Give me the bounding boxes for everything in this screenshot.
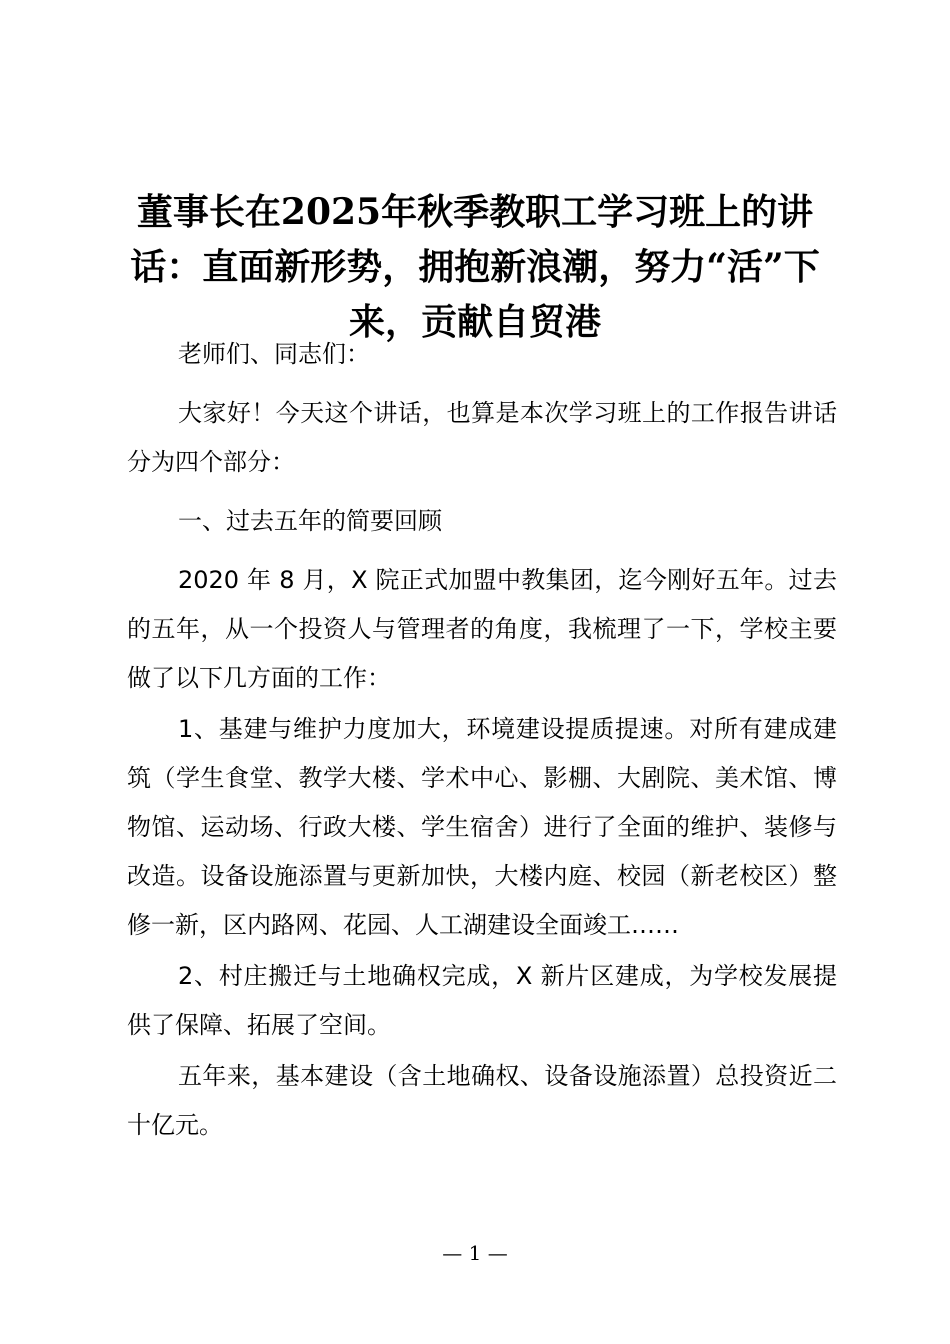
document-title: 董事长在2025年秋季教职工学习班上的讲话：直面新形势，拥抱新浪潮，努力“活”下来，贡献自贸港 [130, 191, 820, 343]
section-heading-1: 一、过去五年的简要回顾 [178, 507, 442, 535]
paragraph-greeting: 大家好！今天这个讲话，也算是本次学习班上的工作报告讲话分为四个部分： [127, 399, 837, 476]
paragraph-investment: 五年来，基本建设（含土地确权、设备设施添置）总投资近二十亿元。 [127, 1062, 837, 1139]
paragraph-item-1: 1、基建与维护力度加大，环境建设提质提速。对所有建成建筑（学生食堂、教学大楼、学术中心、影棚、大剧院、美术馆、博物馆、运动场、行政大楼、学生宿舍）进行了全面的维护、装修与改造。设备设施添置与更新加快，大楼内庭、校园（新老校区）整修一新，区内路网、花园、人工湖建设全面竣工…… [127, 715, 837, 939]
paragraph-review-intro: 2020 年 8 月，X 院正式加盟中教集团，迄今刚好五年。过去的五年，从一个投资人与管理者的角度，我梳理了一下，学校主要做了以下几方面的工作： [127, 566, 837, 692]
paragraph-item-2: 2、村庄搬迁与土地确权完成，X 新片区建成，为学校发展提供了保障、拓展了空间。 [127, 962, 837, 1039]
page-number: — 1 — [442, 1241, 508, 1265]
document-body [127, 330, 837, 1150]
paragraph-salutation: 老师们、同志们： [178, 340, 370, 368]
